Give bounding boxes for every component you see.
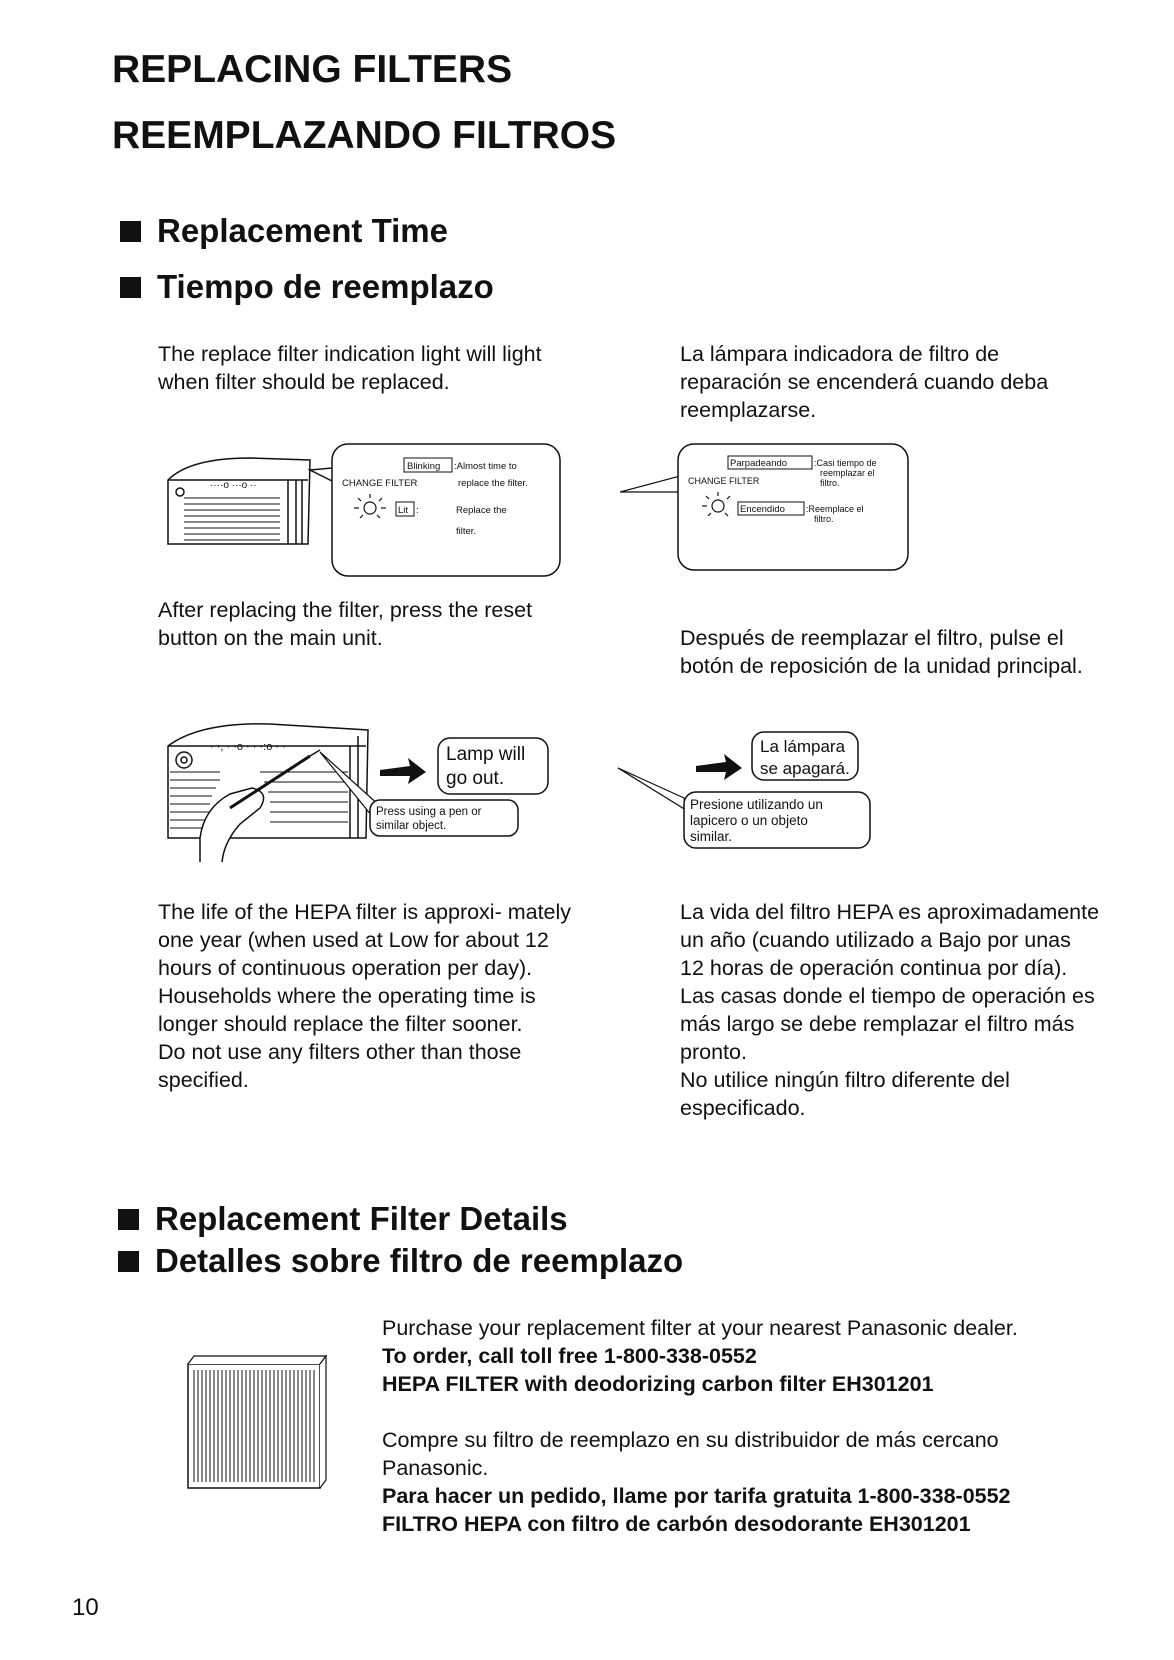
lamp-text-es-line1: La lámpara bbox=[760, 737, 846, 756]
filter-life-text-es bbox=[680, 898, 1100, 1122]
bullet-square-icon bbox=[120, 277, 141, 298]
svg-text:· ·, · ·o · · ·:o · ·: · ·, · ·o · · ·:o · · bbox=[210, 741, 286, 753]
lamp-text-es-line2: se apagará. bbox=[760, 759, 850, 778]
order-phone-en: To order, call toll free 1-800-338-0552 bbox=[382, 1344, 757, 1368]
page-title: REPLACING FILTERS bbox=[112, 48, 513, 91]
purchase-text-es: Compre su filtro de reemplazo en su distribuidor de más cercano Panasonic. bbox=[382, 1428, 999, 1480]
filter-life-es-p1: La vida del filtro HEPA es aproximadamente un año (cuando utilizado a Bajo por unas 12 horas de operación continua por día). bbox=[680, 900, 1100, 980]
reset-diagram-en bbox=[160, 712, 580, 862]
filter-life-text-en bbox=[158, 898, 578, 1094]
indicator-diagram-es bbox=[620, 440, 920, 580]
filter-life-es-p3: No utilice ningún filtro diferente del especificado. bbox=[680, 1068, 1010, 1120]
arrow-right-icon bbox=[696, 754, 742, 780]
lamp-text-line1: Lamp will bbox=[446, 744, 526, 765]
order-phone-es: Para hacer un pedido, llame por tarifa gratuita 1-800-338-0552 bbox=[382, 1484, 1011, 1508]
filter-life-en-p2: Households where the operating time is longer should replace the filter sooner. bbox=[158, 984, 536, 1036]
filter-details-text bbox=[382, 1314, 1102, 1538]
press-text-line2: similar object. bbox=[376, 820, 447, 832]
encendido-tag: Encendido bbox=[740, 504, 785, 515]
section-heading-filter-details: Replacement Filter Details bbox=[118, 1200, 568, 1238]
lit-tag: Lit bbox=[398, 505, 409, 516]
filter-life-en-p3: Do not use any filters other than those specified. bbox=[158, 1040, 522, 1092]
press-text-es-line2: lapicero o un objeto bbox=[690, 813, 808, 828]
air-purifier-reset-illustration bbox=[168, 724, 368, 862]
lit-text-line2: filter. bbox=[456, 526, 477, 537]
bullet-square-icon bbox=[118, 1251, 139, 1272]
parpadeando-tag: Parpadeando bbox=[730, 458, 788, 469]
press-text-es-line3: similar. bbox=[690, 829, 733, 844]
hepa-filter-illustration bbox=[184, 1352, 330, 1492]
lit-text-line1: Replace the bbox=[456, 505, 507, 516]
after-replacing-text-es: Después de reemplazar el filtro, pulse el botón de reposición de la unidad principal. bbox=[680, 626, 1083, 678]
lamp-text-line2: go out. bbox=[446, 768, 505, 789]
svg-text:····o ···o ··: ····o ···o ·· bbox=[210, 480, 257, 491]
parpadeando-text-line2: reemplazar el bbox=[820, 468, 875, 478]
filter-life-en-p1: The life of the HEPA filter is approxi- mately one year (when used at Low for about 12 hours of continuous operation per day). bbox=[158, 900, 572, 980]
blinking-tag: Blinking bbox=[407, 461, 441, 472]
page-number: 10 bbox=[72, 1594, 99, 1621]
change-filter-label: CHANGE FILTER bbox=[342, 478, 418, 489]
encendido-text-line1: :Reemplace el bbox=[806, 504, 864, 514]
intro-text-es: La lámpara indicadora de filtro de reparación se encenderá cuando deba reemplazarse. bbox=[680, 342, 1049, 422]
encendido-text-line2: filtro. bbox=[814, 514, 834, 524]
intro-text-en: The replace filter indication light will light when filter should be replaced. bbox=[158, 342, 542, 394]
change-filter-label-es: CHANGE FILTER bbox=[688, 476, 760, 486]
filter-life-es-p2: Las casas donde el tiempo de operación es más largo se debe remplazar el filtro más pronto. bbox=[680, 984, 1095, 1064]
product-name-es: FILTRO HEPA con filtro de carbón desodorante EH301201 bbox=[382, 1512, 971, 1536]
svg-text::: : bbox=[416, 505, 419, 516]
bullet-square-icon bbox=[120, 221, 141, 242]
parpadeando-text-line3: filtro. bbox=[820, 478, 840, 488]
reset-diagram-es bbox=[616, 722, 876, 858]
page-title-es: REEMPLAZANDO FILTROS bbox=[112, 114, 617, 157]
blinking-text-line2: replace the filter. bbox=[458, 478, 528, 489]
air-purifier-unit-illustration bbox=[168, 458, 338, 544]
press-text-es-line1: Presione utilizando un bbox=[690, 797, 823, 812]
bullet-square-icon bbox=[118, 1209, 139, 1230]
blinking-text-line1: :Almost time to bbox=[454, 461, 517, 472]
section-heading-tiempo: Tiempo de reemplazo bbox=[120, 268, 494, 306]
parpadeando-text-line1: :Casi tiempo de bbox=[814, 458, 877, 468]
arrow-right-icon bbox=[380, 758, 426, 784]
section-heading-detalles: Detalles sobre filtro de reemplazo bbox=[118, 1242, 683, 1280]
product-name-en: HEPA FILTER with deodorizing carbon filter EH301201 bbox=[382, 1372, 934, 1396]
section-heading-replacement-time: Replacement Time bbox=[120, 212, 448, 250]
after-replacing-text-en: After replacing the filter, press the reset button on the main unit. bbox=[158, 598, 533, 650]
press-text-line1: Press using a pen or bbox=[376, 806, 482, 818]
indicator-diagram-en bbox=[160, 440, 570, 580]
purchase-text-en: Purchase your replacement filter at your nearest Panasonic dealer. bbox=[382, 1316, 1018, 1340]
